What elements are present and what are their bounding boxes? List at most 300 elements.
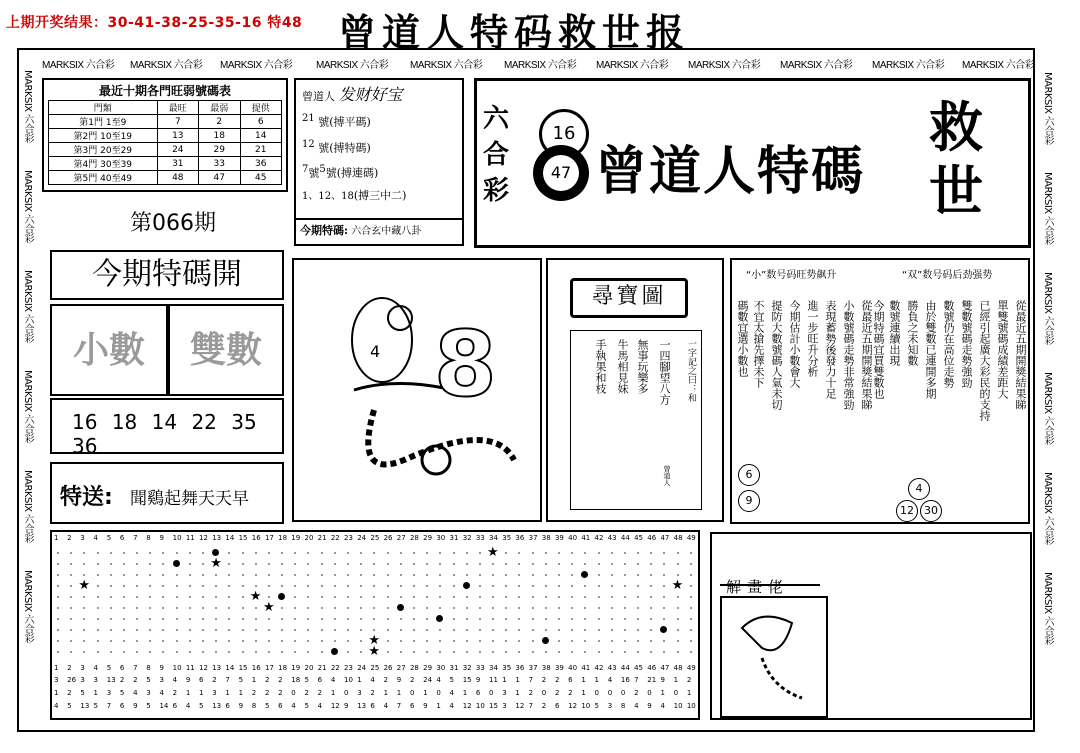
grid-stat-value: 2 bbox=[264, 689, 270, 697]
grid-stat-value: 4 bbox=[185, 702, 191, 710]
grid-cell bbox=[321, 629, 323, 631]
grid-cell bbox=[307, 563, 309, 565]
grid-cell bbox=[624, 596, 626, 598]
grid-stat-value: 1 bbox=[515, 676, 520, 684]
grid-cell bbox=[400, 574, 402, 576]
grid-cell bbox=[202, 574, 204, 576]
treasure-col: 無事玩樂多 bbox=[636, 339, 649, 394]
grid-cell bbox=[492, 574, 494, 576]
grid-stat-value: 5 bbox=[146, 702, 151, 710]
ball-bottom-shell bbox=[533, 145, 589, 201]
grid-cell bbox=[57, 640, 59, 642]
grid-cell bbox=[268, 640, 270, 642]
grid-cell bbox=[268, 585, 270, 587]
grid-column-number: 3 bbox=[80, 534, 85, 542]
brand-label: MARKSIX 六合彩 bbox=[596, 60, 669, 71]
grid-cell bbox=[400, 552, 402, 554]
grid-column-number: 39 bbox=[554, 534, 564, 542]
grid-stat-value: 2 bbox=[264, 676, 270, 684]
special-open-title: 今期特碼開 bbox=[50, 250, 284, 300]
table-row bbox=[49, 171, 282, 185]
grid-stat-value: 1 bbox=[594, 676, 599, 684]
grid-cell bbox=[294, 552, 296, 554]
grid-cell bbox=[677, 640, 679, 642]
grid-cell bbox=[558, 563, 560, 565]
grid-cell bbox=[479, 563, 481, 565]
brand-label: MARKSIX 六合彩 bbox=[42, 60, 115, 71]
grid-cell bbox=[532, 651, 534, 653]
grid-cell bbox=[123, 596, 125, 598]
grid-cell bbox=[57, 607, 59, 609]
grid-stat-value: 1 bbox=[396, 689, 402, 697]
table-row bbox=[49, 143, 282, 157]
grid-cell bbox=[294, 651, 296, 653]
grid-cell bbox=[598, 552, 600, 554]
grid-cell bbox=[373, 596, 375, 598]
grid-cell bbox=[598, 607, 600, 609]
treasure-col: 一四腳望八方 bbox=[658, 339, 671, 405]
grid-column-number: 28 bbox=[409, 534, 419, 542]
grid-stat-value: 2 bbox=[370, 689, 375, 697]
grid-cell bbox=[360, 618, 362, 620]
grid-stat-value: 4 bbox=[436, 676, 441, 684]
grid-stat-value: 13 bbox=[80, 702, 90, 710]
grid-cell bbox=[400, 596, 402, 598]
grid-cell bbox=[505, 574, 507, 576]
grid-cell bbox=[242, 651, 244, 653]
grid-cell bbox=[360, 651, 362, 653]
grid-column-number: 35 bbox=[502, 534, 512, 542]
grid-cell bbox=[690, 552, 692, 554]
grid-column-number: 19 bbox=[291, 664, 301, 672]
fortune-special-label: 今期特碼: bbox=[300, 224, 349, 237]
grid-cell bbox=[598, 618, 600, 620]
grid-cell bbox=[110, 596, 112, 598]
grid-cell bbox=[492, 651, 494, 653]
grid-cell bbox=[611, 651, 613, 653]
grid-cell bbox=[97, 585, 99, 587]
grid-cell bbox=[242, 618, 244, 620]
table-row bbox=[49, 129, 282, 143]
grid-cell bbox=[242, 640, 244, 642]
grid-cell bbox=[426, 596, 428, 598]
grid-cell bbox=[136, 552, 138, 554]
grid-cell bbox=[162, 585, 164, 587]
grid-cell bbox=[466, 629, 468, 631]
col-header: 門類 bbox=[49, 101, 158, 115]
grid-cell bbox=[426, 574, 428, 576]
brand-label: MARKSIX 六合彩 bbox=[22, 470, 33, 543]
fortune-line bbox=[302, 185, 456, 208]
grid-column-number: 29 bbox=[423, 534, 433, 542]
grid-cell bbox=[624, 552, 626, 554]
grid-cell bbox=[123, 629, 125, 631]
grid-cell bbox=[149, 574, 151, 576]
grid-cell bbox=[321, 640, 323, 642]
grid-stat-value: 6 bbox=[554, 702, 560, 710]
brand-label: MARKSIX 六合彩 bbox=[22, 270, 33, 343]
grid-cell bbox=[439, 596, 441, 598]
grid-star-marker: ★ bbox=[671, 578, 684, 593]
decode-panel bbox=[710, 532, 1032, 720]
grid-hit-dot bbox=[660, 626, 667, 633]
grid-cell bbox=[584, 596, 586, 598]
brand-label: MARKSIX 六合彩 bbox=[22, 370, 33, 443]
analysis-col: 從最近五期開獎結果睇 bbox=[1014, 300, 1027, 410]
grid-cell bbox=[558, 618, 560, 620]
grid-cell bbox=[228, 640, 230, 642]
grid-cell bbox=[663, 563, 665, 565]
grid-cell bbox=[453, 596, 455, 598]
grid-cell bbox=[426, 651, 428, 653]
grid-cell bbox=[466, 552, 468, 554]
grid-cell bbox=[215, 618, 217, 620]
row-label: 第5門 40至49 bbox=[49, 171, 158, 185]
grid-cell bbox=[545, 618, 547, 620]
grid-column-number: 41 bbox=[581, 664, 591, 672]
grid-cell bbox=[439, 585, 441, 587]
grid-cell bbox=[571, 607, 573, 609]
grid-cell bbox=[426, 552, 428, 554]
grid-column-number: 44 bbox=[620, 664, 630, 672]
grid-cell bbox=[255, 607, 257, 609]
grid-cell bbox=[149, 618, 151, 620]
grid-stat-value: 9 bbox=[660, 676, 665, 684]
grid-cell bbox=[360, 574, 362, 576]
grid-column-number: 4 bbox=[93, 534, 99, 542]
grid-cell bbox=[189, 563, 191, 565]
hot-value: 13 bbox=[157, 129, 198, 143]
grid-cell bbox=[360, 640, 362, 642]
grid-cell bbox=[57, 651, 59, 653]
grid-stat-value: 1 bbox=[357, 676, 362, 684]
grid-column-number: 38 bbox=[541, 534, 551, 542]
grid-cell bbox=[637, 629, 639, 631]
grid-cell bbox=[387, 596, 389, 598]
grid-stat-value: 1 bbox=[185, 689, 191, 697]
grid-stat-value: 9 bbox=[396, 676, 402, 684]
grid-cell bbox=[677, 607, 679, 609]
grid-stat-value: 0 bbox=[620, 689, 626, 697]
grid-stat-value: 10 bbox=[673, 702, 683, 710]
grid-stat-value: 5 bbox=[238, 676, 244, 684]
grid-cell bbox=[255, 618, 257, 620]
grid-column-number: 16 bbox=[251, 534, 261, 542]
grid-column-number: 39 bbox=[554, 664, 564, 672]
brand-label: MARKSIX 六合彩 bbox=[1042, 72, 1053, 145]
grid-cell bbox=[294, 629, 296, 631]
grid-stat-value: 15 bbox=[462, 676, 472, 684]
grid-cell bbox=[360, 563, 362, 565]
grid-column-number: 49 bbox=[686, 534, 696, 542]
grid-cell bbox=[545, 585, 547, 587]
grid-stat-value: 6 bbox=[317, 676, 323, 684]
grid-cell bbox=[162, 596, 164, 598]
grid-cell bbox=[202, 640, 204, 642]
grid-column-number: 45 bbox=[634, 534, 643, 542]
grid-cell bbox=[136, 585, 138, 587]
grid-stat-value: 2 bbox=[568, 689, 573, 697]
grid-column-number: 15 bbox=[238, 664, 248, 672]
grid-column-number: 24 bbox=[357, 664, 367, 672]
grid-stat-value: 1 bbox=[93, 689, 99, 697]
grid-stat-value: 10 bbox=[475, 702, 485, 710]
grid-hit-dot bbox=[581, 571, 588, 578]
banner-char: 合 bbox=[483, 140, 510, 170]
picture-eight: 8 bbox=[434, 312, 497, 417]
grid-cell bbox=[57, 629, 59, 631]
grid-stat-value: 3 bbox=[80, 676, 85, 684]
row-label: 第2門 10至19 bbox=[49, 129, 158, 143]
grid-stat-value: 1 bbox=[423, 689, 428, 697]
grid-stat-value: 2 bbox=[554, 676, 560, 684]
banner-main-text: 曾道人特碼 bbox=[595, 141, 866, 202]
grid-cell bbox=[690, 607, 692, 609]
grid-cell bbox=[558, 640, 560, 642]
grid-stat-value: 2 bbox=[541, 702, 547, 710]
grid-cell bbox=[268, 651, 270, 653]
grid-stat-value: 2 bbox=[278, 676, 283, 684]
grid-stat-value: 2 bbox=[67, 689, 72, 697]
grid-cell bbox=[413, 585, 415, 587]
grid-stat-value: 1 bbox=[238, 689, 244, 697]
grid-cell bbox=[307, 574, 309, 576]
grid-stat-value: 5 bbox=[304, 676, 309, 684]
grid-hit-dot bbox=[397, 604, 404, 611]
circle-number: 30 bbox=[920, 500, 942, 522]
grid-cell bbox=[215, 607, 217, 609]
grid-cell bbox=[453, 640, 455, 642]
grid-cell bbox=[57, 552, 59, 554]
grid-cell bbox=[110, 574, 112, 576]
grid-cell bbox=[690, 596, 692, 598]
grid-stat-value: 3 bbox=[502, 702, 507, 710]
grid-stat-value: 6 bbox=[278, 702, 283, 710]
grid-cell bbox=[70, 629, 72, 631]
grid-cell bbox=[624, 618, 626, 620]
grid-cell bbox=[518, 563, 520, 565]
grid-column-number: 4 bbox=[93, 664, 99, 672]
grid-cell bbox=[518, 618, 520, 620]
grid-cell bbox=[347, 640, 349, 642]
grid-cell bbox=[334, 640, 336, 642]
grid-cell bbox=[558, 629, 560, 631]
grid-cell bbox=[123, 574, 125, 576]
grid-cell bbox=[387, 640, 389, 642]
grid-cell bbox=[637, 585, 639, 587]
grid-cell bbox=[189, 618, 191, 620]
fortune-num: 12 bbox=[302, 138, 315, 150]
fortune-line bbox=[302, 108, 456, 134]
grid-cell bbox=[321, 596, 323, 598]
analysis-col: 今期特碼宜買雙數也 bbox=[872, 300, 885, 399]
grid-cell bbox=[426, 618, 428, 620]
grid-stat-value: 4 bbox=[330, 676, 336, 684]
grid-cell bbox=[281, 651, 283, 653]
grid-column-number: 5 bbox=[106, 664, 112, 672]
brand-label: MARKSIX 六合彩 bbox=[22, 170, 33, 243]
fortune-text: 號(搏平碼) bbox=[318, 115, 371, 129]
grid-cell bbox=[215, 651, 217, 653]
grid-cell bbox=[413, 640, 415, 642]
grid-cell bbox=[70, 618, 72, 620]
fortune-text: (搏三中二) bbox=[353, 188, 407, 202]
grid-stat-value: 16 bbox=[620, 676, 630, 684]
grid-cell bbox=[584, 640, 586, 642]
grid-cell bbox=[611, 640, 613, 642]
weak-value: 33 bbox=[199, 157, 240, 171]
treasure-col: 牛馬相見妹 bbox=[616, 339, 629, 394]
grid-cell bbox=[466, 651, 468, 653]
grid-cell bbox=[149, 552, 151, 554]
grid-cell bbox=[439, 574, 441, 576]
grid-stat-value: 9 bbox=[238, 702, 244, 710]
row-label: 第1門 1至9 bbox=[49, 115, 158, 129]
grid-cell bbox=[83, 574, 85, 576]
grid-cell bbox=[650, 585, 652, 587]
circle-number: 12 bbox=[896, 500, 918, 522]
grid-stat-value: 2 bbox=[634, 689, 639, 697]
decode-illustration bbox=[720, 596, 828, 718]
grid-stat-value: 6 bbox=[409, 702, 415, 710]
pick-value: 21 bbox=[240, 143, 281, 157]
analysis-col: 單雙號碼成績差距大 bbox=[996, 300, 1009, 399]
grid-cell bbox=[373, 607, 375, 609]
option-small: 小數 bbox=[50, 304, 168, 396]
grid-column-number: 47 bbox=[660, 534, 670, 542]
grid-cell bbox=[518, 629, 520, 631]
grid-cell bbox=[255, 640, 257, 642]
bird-sketch-icon bbox=[722, 598, 822, 712]
grid-cell bbox=[149, 651, 151, 653]
grid-cell bbox=[624, 574, 626, 576]
grid-column-number: 17 bbox=[264, 664, 274, 672]
grid-cell bbox=[57, 574, 59, 576]
grid-cell bbox=[558, 574, 560, 576]
grid-cell bbox=[176, 640, 178, 642]
grid-stat-value: 1 bbox=[502, 676, 507, 684]
grid-cell bbox=[677, 563, 679, 565]
grid-stat-value: 3 bbox=[607, 702, 613, 710]
grid-column-number: 24 bbox=[357, 534, 367, 542]
grid-stat-value: 2 bbox=[304, 689, 309, 697]
grid-cell bbox=[571, 640, 573, 642]
weak-value: 47 bbox=[199, 171, 240, 185]
grid-stat-value: 8 bbox=[251, 702, 257, 710]
grid-stat-value: 13 bbox=[357, 702, 367, 710]
fortune-heading-hand: 发财好宝 bbox=[338, 85, 403, 104]
grid-column-number: 1 bbox=[54, 664, 59, 672]
grid-cell bbox=[136, 640, 138, 642]
grid-stat-value: 2 bbox=[409, 676, 415, 684]
grid-cell bbox=[439, 651, 441, 653]
grid-cell bbox=[162, 574, 164, 576]
grid-stat-value: 2 bbox=[383, 676, 389, 684]
grid-cell bbox=[202, 651, 204, 653]
weak-value: 2 bbox=[199, 115, 240, 129]
analysis-col: 進一步旺升分析 bbox=[806, 300, 819, 377]
grid-column-number: 8 bbox=[146, 664, 151, 672]
grid-stat-value: 3 bbox=[357, 689, 362, 697]
grid-cell bbox=[373, 618, 375, 620]
grid-cell bbox=[202, 607, 204, 609]
grid-cell bbox=[57, 585, 59, 587]
grid-column-number: 29 bbox=[423, 664, 433, 672]
fortune-panel bbox=[294, 78, 464, 246]
grid-cell bbox=[492, 640, 494, 642]
grid-cell bbox=[466, 607, 468, 609]
col-header: 最旺 bbox=[157, 101, 198, 115]
grid-cell bbox=[268, 629, 270, 631]
grid-cell bbox=[123, 563, 125, 565]
grid-cell bbox=[532, 629, 534, 631]
grid-cell bbox=[189, 640, 191, 642]
grid-column-number: 6 bbox=[119, 534, 125, 542]
grid-stat-value: 2 bbox=[528, 689, 534, 697]
grid-cell bbox=[532, 563, 534, 565]
grid-stat-value: 1 bbox=[686, 689, 692, 697]
grid-cell bbox=[492, 618, 494, 620]
grid-cell bbox=[334, 607, 336, 609]
rank-table-header-row bbox=[49, 101, 282, 115]
grid-stat-value: 1 bbox=[462, 689, 468, 697]
grid-cell bbox=[611, 585, 613, 587]
grid-cell bbox=[176, 618, 178, 620]
grid-column-number: 49 bbox=[686, 664, 696, 672]
grid-cell bbox=[373, 563, 375, 565]
grid-cell bbox=[268, 563, 270, 565]
grid-cell bbox=[373, 585, 375, 587]
analysis-col: 不宜太搶先擇未下 bbox=[752, 300, 765, 388]
grid-cell bbox=[505, 596, 507, 598]
brand-label: MARKSIX 六合彩 bbox=[22, 70, 33, 143]
grid-cell bbox=[83, 552, 85, 554]
grid-stat-value: 6 bbox=[370, 702, 375, 710]
grid-cell bbox=[307, 618, 309, 620]
grid-stat-value: 6 bbox=[119, 702, 125, 710]
grid-cell bbox=[110, 618, 112, 620]
grid-cell bbox=[307, 651, 309, 653]
grid-hit-dot bbox=[463, 582, 470, 589]
grid-cell bbox=[453, 574, 455, 576]
grid-stat-value: 1 bbox=[383, 689, 389, 697]
grid-cell bbox=[426, 640, 428, 642]
grid-cell bbox=[307, 585, 309, 587]
grid-cell bbox=[637, 618, 639, 620]
grid-column-number: 46 bbox=[647, 664, 657, 672]
fortune-text: 號(搏連碼) bbox=[325, 166, 379, 180]
grid-cell bbox=[532, 574, 534, 576]
grid-cell bbox=[532, 596, 534, 598]
special-number: 36 bbox=[72, 434, 98, 458]
grid-cell bbox=[453, 585, 455, 587]
grid-cell bbox=[242, 563, 244, 565]
grid-stat-value: 4 bbox=[607, 676, 613, 684]
hot-value: 31 bbox=[157, 157, 198, 171]
grid-cell bbox=[215, 585, 217, 587]
grid-cell bbox=[558, 596, 560, 598]
send-label: 特送: bbox=[60, 485, 113, 510]
grid-column-number: 21 bbox=[317, 534, 327, 542]
grid-cell bbox=[321, 651, 323, 653]
grid-stat-value: 1 bbox=[581, 676, 586, 684]
grid-cell bbox=[466, 563, 468, 565]
grid-cell bbox=[321, 552, 323, 554]
grid-stat-value: 13 bbox=[212, 702, 222, 710]
grid-stat-value: 9 bbox=[344, 702, 349, 710]
grid-column-number: 22 bbox=[330, 664, 340, 672]
grid-cell bbox=[518, 552, 520, 554]
